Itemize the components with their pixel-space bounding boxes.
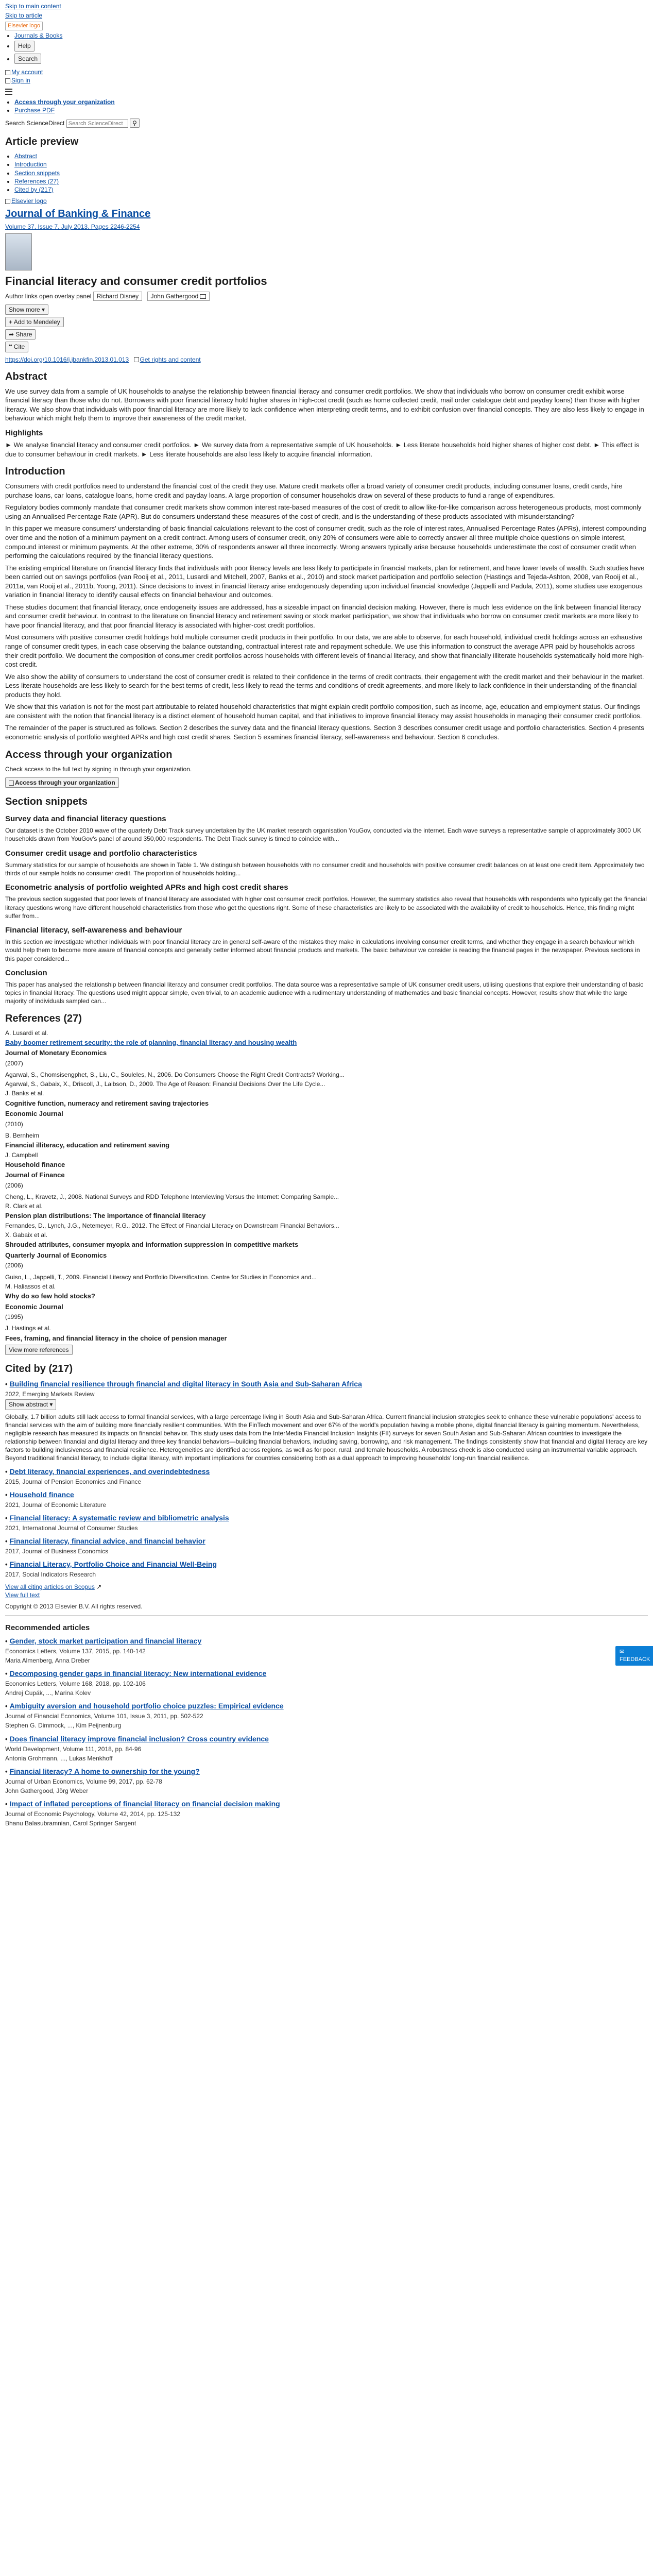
highlights-text: ► We analyse financial literacy and consumer credit portfolios. ► We survey data from a representative sample of UK households. ► Less literate households hold higher shares of higher cost debt. ► This effect is due to consumer behaviour in credit markets. ► Less literate households are also less likely to acquire financial information. bbox=[5, 441, 640, 458]
cited-item: • Financial literacy, financial advice, and financial behavior 2017, Journal of Business Economics bbox=[5, 1536, 205, 1555]
abstract-text: We use survey data from a sample of UK households to analyse the relationship between financial literacy and consumer credit portfolios. We show that individuals who borrow on consumer credit exhibit worse financial literacy than those who do not. Borrowers with poor financial literacy hold higher shares in high-cost credit (such as home collected credit, mail order catalogue debt and payday loans) than those with higher literacy. We also show that individuals with poor financial literacy are more likely to lack confidence when interpreting credit terms, and to exhibit confusion over financial concepts. They are also less likely to engage in behaviour which might help them to improve their awareness of the credit market. bbox=[5, 387, 644, 422]
help-button[interactable]: Help bbox=[14, 41, 35, 51]
cited-title-link[interactable]: Debt literacy, financial experiences, and overindebtedness bbox=[9, 1467, 210, 1476]
cited-title-link[interactable]: Financial literacy, financial advice, and financial behavior bbox=[9, 1536, 205, 1545]
recommended-title-link[interactable]: Does financial literacy improve financial inclusion? Cross country evidence bbox=[9, 1734, 269, 1743]
email-icon bbox=[200, 294, 206, 299]
access-organization-link[interactable]: Access through your organization bbox=[14, 98, 115, 106]
recommended-item: • Ambiguity aversion and household portfolio choice puzzles: Empirical evidence Journal of Financial Economics, Volume 101, Issue 3, 2011, pp. 502-522 Stephen G. Dimmock, ..., Kim Peijnenburg bbox=[5, 1702, 284, 1730]
feedback-icon: ✉ bbox=[620, 1649, 625, 1655]
snippet-text: This paper has analysed the relationship between financial literacy and consumer credit portfolios. The data source was a representative sample of UK consumer credit users, utilising questions that explore their understanding of basic topics in financial literacy. The questions used might appear simple, even trivial, to an academic audience with a rudimentary understanding of mathematics and basic financial concepts. However, results show that while the large majority of individuals sampled can... bbox=[5, 981, 644, 1005]
reference-item: X. Gabaix et al. Shrouded attributes, consumer myopia and information suppression in competitive markets Quarterly Journal of Economics (2006) bbox=[5, 1231, 648, 1269]
reference-title: Financial illiteracy, education and retirement saving bbox=[5, 1141, 170, 1149]
reference-item: R. Clark et al. Pension plan distributions: The importance of financial literacy bbox=[5, 1202, 648, 1221]
snippet-text: Our dataset is the October 2010 wave of the quarterly Debt Track survey undertaken by the UK market research organisation YouGov, conducted via the internet. Each wave surveys a representative sample of approximately 3000 UK households drawn from YouGov's panel of around 350,000 respondents. The Debt Track survey is timed to coincide with... bbox=[5, 827, 642, 843]
intro-paragraph: We show that this variation is not for the most part attributable to related household characteristics that might explain credit portfolio composition, such as income, age, education and employment status. Our findings are consistent with the notion that financial literacy is a distinct element of household human capital, and that initiatives to improve financial literacy may assist households in managing their consumer credit portfolios. bbox=[5, 703, 642, 720]
intro-paragraph: Most consumers with positive consumer credit holdings hold multiple consumer credit products in their portfolio. In our data, we are able to observe, for each household, individual credit holdings across an exhaustive range of consumer credit types, in each case observing the balance outstanding, contractual interest rate and repayment schedule. We use this information to construct the average APR paid by households across their credit portfolio. We document the composition of consumer credit portfolios across households with different levels of financial literacy, and show that financially illiterate households systematically hold more high-cost credit. bbox=[5, 633, 644, 669]
search-button[interactable]: Search bbox=[14, 54, 41, 64]
skip-to-article-link[interactable]: Skip to article bbox=[5, 12, 43, 20]
purchase-pdf-link[interactable]: Purchase PDF bbox=[14, 106, 55, 114]
access-box-text: Check access to the full text by signing in through your organization. bbox=[5, 765, 192, 773]
reference-title: Household finance bbox=[5, 1160, 65, 1168]
journal-cover-image[interactable] bbox=[5, 233, 32, 270]
account-links bbox=[5, 68, 648, 84]
recommended-title-link[interactable]: Impact of inflated perceptions of financial literacy on financial decision making bbox=[9, 1800, 280, 1808]
toc-introduction-link[interactable]: Introduction bbox=[14, 161, 47, 168]
cited-title-link[interactable]: Building financial resilience through financial and digital literacy in South Asia and Sub-Saharan Africa bbox=[9, 1380, 362, 1388]
toc-snippets-link[interactable]: Section snippets bbox=[14, 169, 60, 177]
references-heading: References (27) bbox=[5, 1012, 82, 1024]
snippet-title: Consumer credit usage and portfolio characteristics bbox=[5, 849, 197, 858]
reference-item: Guiso, L., Jappelli, T., 2009. Financial Literacy and Portfolio Diversification. Centre for Studies in Economics and... bbox=[5, 1273, 317, 1281]
recommended-title-link[interactable]: Financial literacy? A home to ownership for the young? bbox=[9, 1767, 200, 1775]
journal-title-link[interactable]: Journal of Banking & Finance bbox=[5, 208, 151, 220]
recommended-item: • Decomposing gender gaps in financial literacy: New international evidence Economics Letters, Volume 168, 2018, pp. 102-106 Andrej Cupák, ..., Marina Kolev bbox=[5, 1669, 267, 1697]
cited-item: • Financial Literacy, Portfolio Choice and Financial Well-Being 2017, Social Indicators Research bbox=[5, 1560, 217, 1578]
snippet-text: In this section we investigate whether individuals with poor financial literacy are in general self-aware of the mistakes they make in calculations involving consumer credit terms, and whether they engage in a search behaviour which would help them to become more aware of financial concepts and generally better informed about financial products and markets. The basic behaviour we consider is reading the financial pages in the newspaper. Previous sections in this paper considered... bbox=[5, 938, 640, 962]
search-submit-icon[interactable]: ⚲ bbox=[130, 118, 140, 128]
institution-icon bbox=[9, 781, 14, 786]
recommended-item: • Financial literacy? A home to ownership for the young? Journal of Urban Economics, Volume 99, 2017, pp. 62-78 John Gathergood, Jörg Weber bbox=[5, 1767, 200, 1794]
show-abstract-button[interactable]: Show abstract ▾ bbox=[5, 1399, 56, 1410]
access-links bbox=[5, 98, 648, 114]
search-row bbox=[5, 117, 648, 129]
author-row bbox=[5, 292, 648, 300]
cited-abstract-text: Globally, 1.7 billion adults still lack access to formal financial services, with a large percentage living in South Asia and Sub-Saharan Africa. Current financial inclusion strategies seek to enhance these vulnerable populations' access to financial services with the aim of building more financially resilient communities. With the FinTech movement and over 67% of the world's population having a mobile phone, digital financial literacy is gaining momentum. Nevertheless, negligible research has measured its impacts on financial behavior. This study uses data from the InterMedia Financial Inclusion Insights (FII) surveys for seven South Asian and Sub-Saharan African countries to investigate the relationship between financial and digital literacy and three key financial behaviors—building financial behaviors, including saving, borrowing, and risk management. The findings consistently show that financial and digital literacy are key factors to building inclusiveness and financial resilience. Heterogeneities are identified across regions, as well as for poor, rural, and female households. A robustness check is also conducted using an instrumental variable approach. Beyond traditional financial literacy, to include digital literacy, with important implications for countries considering both as a dual approach to improving households' long-run financial resilience. bbox=[5, 1413, 648, 1462]
reference-title: Fees, framing, and financial literacy in the choice of pension manager bbox=[5, 1334, 227, 1342]
author-button-1[interactable]: Richard Disney bbox=[93, 292, 142, 301]
cited-title-link[interactable]: Financial literacy: A systematic review and bibliometric analysis bbox=[9, 1513, 229, 1522]
rights-link[interactable]: Get rights and content bbox=[140, 355, 201, 363]
references-list bbox=[5, 1029, 648, 1343]
hamburger-menu-icon[interactable] bbox=[5, 87, 648, 96]
reference-item: Fernandes, D., Lynch, J.G., Netemeyer, R.G., 2012. The Effect of Financial Literacy on Downstream Financial Behaviors... bbox=[5, 1222, 339, 1229]
reference-item: Cheng, L., Kravetz, J., 2008. National Surveys and RDD Telephone Interviewing Versus the Internet: Comparing Sample... bbox=[5, 1193, 339, 1201]
elsevier-home-link[interactable]: Elsevier logo bbox=[11, 197, 47, 205]
recommended-title-link[interactable]: Decomposing gender gaps in financial literacy: New international evidence bbox=[9, 1669, 267, 1678]
cited-title-link[interactable]: Financial Literacy, Portfolio Choice and Financial Well-Being bbox=[9, 1560, 217, 1568]
reference-item: J. Banks et al. Cognitive function, numeracy and retirement saving trajectories Economic Journal (2010) bbox=[5, 1089, 648, 1128]
toc-cited-by-link[interactable]: Cited by (217) bbox=[14, 186, 54, 194]
reference-item: Agarwal, S., Chomsisengphet, S., Liu, C., Souleles, N., 2006. Do Consumers Choose the Right Credit Contracts? Working... bbox=[5, 1071, 345, 1079]
rights-icon bbox=[134, 357, 139, 362]
reference-item: J. Campbell Household finance Journal of Finance (2006) bbox=[5, 1151, 648, 1190]
snippet-title: Econometric analysis of portfolio weighted APRs and high cost credit shares bbox=[5, 883, 288, 892]
cited-item: • Debt literacy, financial experiences, and overindebtedness 2015, Journal of Pension Economics and Finance bbox=[5, 1467, 210, 1485]
cited-by-list bbox=[5, 1379, 648, 1579]
reference-item: J. Hastings et al. Fees, framing, and financial literacy in the choice of pension manager bbox=[5, 1324, 648, 1343]
intro-paragraph: The existing empirical literature on financial literacy finds that individuals with poor literacy levels are less likely to participate in financial markets, plan for retirement, and have lower levels of wealth. Such studies have been carried out on savings portfolios (van Rooij et al., 2011, Lusardi and Mitchell, 2007, Banks et al., 2010) and stock market participation and portfolio selection (Hastings and Tejeda-Ashton, 2008, van Rooij et al., 2011a, van Rooij et al., 2011b, Yoong, 2011). Since decisions to invest in financial literacy arise endogenously depending upon individual financial knowledge (Jappelli and Padula, 2011), some studies use exogenous variation in financial literacy to identify causal effects on financial behaviour and outcomes. bbox=[5, 564, 645, 599]
cited-item: • Building financial resilience through financial and digital literacy in South Asia and Sub-Saharan Africa 2022, Emerging Markets Review Show abstract ▾ Globally, 1.7 billion adults still lack access to formal financial services, with a large percentage living in South Asia and Sub-Saharan Africa. Current financial inclusion strategies seek to enhance these vulnerable populations' access to financial services with the aim of building more financially resilient communities. With the FinTech movement and over 67% of the world's population having a mobile phone, digital financial literacy is gaining momentum. Nevertheless, negligible research has measured its impacts on financial behavior. This study uses data from the InterMedia Financial Inclusion Insights (FII) surveys for seven South Asian and Sub-Saharan African countries to investigate the relationship between financial and digital literacy and three key financial behaviors—building financial behaviors, including saving, borrowing, and risk management. The findings consistently show that financial and digital literacy are key factors to building inclusiveness and financial resilience. Heterogeneities are identified across regions, as well as for poor, rural, and female households. A robustness check is also conducted using an instrumental variable approach. Beyond traditional financial literacy, to include digital literacy, with important implications for countries considering both as a dual approach to improving households' long-run financial resilience. bbox=[5, 1380, 648, 1462]
recommended-section bbox=[5, 1615, 648, 1828]
journal-volume-link[interactable]: Volume 37, Issue 7, July 2013, Pages 2246-2254 bbox=[5, 223, 140, 231]
intro-paragraph: Regulatory bodies commonly mandate that consumer credit markets show common interest rate-based measures of the cost of credit to allow like-for-like comparison across heterogeneous products, most commonly using an Annualised Percentage Rate (APR). But do consumers understand these measures of the cost of credit, and is the understanding of these products associated with misunderstanding? bbox=[5, 503, 642, 520]
elsevier-small-logo[interactable] bbox=[5, 197, 648, 205]
reference-title: Shrouded attributes, consumer myopia and information suppression in competitive markets bbox=[5, 1241, 299, 1249]
recommended-title-link[interactable]: Gender, stock market participation and financial literacy bbox=[9, 1636, 202, 1645]
feedback-button[interactable]: ✉ FEEDBACK bbox=[615, 1646, 653, 1666]
recommended-item: • Gender, stock market participation and financial literacy Economics Letters, Volume 137, 2015, pp. 140-142 Maria Almenberg, Anna Dreber bbox=[5, 1636, 202, 1664]
reference-title: Cognitive function, numeracy and retirement saving trajectories bbox=[5, 1099, 209, 1107]
external-link-icon: ↗ bbox=[96, 1583, 102, 1591]
reference-title: Why do so few hold stocks? bbox=[5, 1292, 95, 1300]
snippet-title: Financial literacy, self-awareness and behaviour bbox=[5, 925, 182, 935]
share-button[interactable]: ➦ Share bbox=[5, 329, 36, 340]
cited-by-heading: Cited by (217) bbox=[5, 1363, 73, 1375]
cited-item: • Financial literacy: A systematic review and bibliometric analysis 2021, International Journal of Consumer Studies bbox=[5, 1513, 229, 1532]
article-preview-list bbox=[5, 152, 648, 194]
snippet-title: Conclusion bbox=[5, 968, 47, 977]
toc-references-link[interactable]: References (27) bbox=[14, 177, 59, 185]
view-all-citing-link[interactable]: View all citing articles on Scopus bbox=[5, 1583, 95, 1591]
sign-in-link[interactable]: Sign in bbox=[11, 76, 30, 84]
intro-paragraph: The remainder of the paper is structured as follows. Section 2 describes the survey data and the financial literacy questions. Section 3 describes consumer credit usage and portfolio characteristics. Section 4 presents econometric analysis of portfolio weighted APRs and high cost credit shares. Section 5 examines financial literacy, self-awareness and behaviour. Section 6 concludes. bbox=[5, 724, 644, 741]
elsevier-logo[interactable]: Elsevier logo bbox=[5, 21, 648, 30]
access-box-button[interactable]: Access through your organization bbox=[5, 777, 119, 788]
author-prefix: Author links open overlay panel bbox=[5, 292, 92, 300]
abstract-heading: Abstract bbox=[5, 370, 47, 382]
my-account-link[interactable]: My account bbox=[11, 68, 43, 76]
journals-books-link[interactable]: Journals & Books bbox=[14, 32, 63, 40]
search-label: Search ScienceDirect bbox=[5, 120, 65, 127]
snippets-heading: Section snippets bbox=[5, 795, 88, 807]
search-input[interactable] bbox=[66, 120, 128, 128]
reference-item: B. Bernheim Financial illiteracy, education and retirement saving bbox=[5, 1131, 648, 1150]
toc-abstract-link[interactable]: Abstract bbox=[14, 152, 38, 160]
recommended-title-link[interactable]: Ambiguity aversion and household portfolio choice puzzles: Empirical evidence bbox=[9, 1702, 284, 1710]
author-button-2[interactable]: John Gathergood bbox=[147, 292, 210, 301]
reference-title-link[interactable]: Baby boomer retirement security: the role of planning, financial literacy and housing wealth bbox=[5, 1038, 297, 1046]
doi-link[interactable]: https://doi.org/10.1016/j.jbankfin.2013.01.013 bbox=[5, 355, 129, 363]
intro-paragraph: In this paper we measure consumers' understanding of basic financial calculations relevant to the cost of consumer credit, such as the role of interest rates, Annualised Percentage Rates (APRs), interest compounding over time and the notion of a minimum payment on a credit contract. Among users of consumer credit, only 20% of consumers were able to correctly answer all three multiple choice questions on simple interest, compound interest or minimum payments. At the other extreme, 30% of respondents answer all three incorrectly. Wrong answers typically arise because households underestimate the cost of consumer credit when performing the calculations required by the financial literacy questions. bbox=[5, 524, 646, 560]
recommended-heading: Recommended articles bbox=[5, 1623, 90, 1632]
recommended-list bbox=[5, 1636, 648, 1828]
snippet-text: Summary statistics for our sample of households are shown in Table 1. We distinguish between households with no consumer credit and households with positive consumer credit balances on at least one credit item. Approximately two thirds of our sample holds no consumer credit. The proportion of households holding... bbox=[5, 861, 645, 877]
cite-button[interactable]: ❝ Cite bbox=[5, 342, 28, 352]
introduction-heading: Introduction bbox=[5, 466, 65, 478]
view-more-references-button[interactable]: View more references bbox=[5, 1345, 73, 1355]
recommended-item: • Does financial literacy improve financial inclusion? Cross country evidence World Development, Volume 111, 2018, pp. 84-96 Antonia Grohmann, ..., Lukas Menkhoff bbox=[5, 1734, 269, 1762]
sign-in-icon bbox=[5, 78, 10, 83]
recommended-item: • Impact of inflated perceptions of financial literacy on financial decision making Journal of Economic Psychology, Volume 42, 2014, pp. 125-132 Bhanu Balasubramnian, Carol Springer Sargent bbox=[5, 1800, 280, 1827]
reference-item: A. Lusardi et al. Baby boomer retirement security: the role of planning, financial literacy and housing wealth Journal of Monetary Economics (2007) bbox=[5, 1029, 648, 1067]
view-full-text-link[interactable]: View full text bbox=[5, 1591, 40, 1599]
access-box-heading: Access through your organization bbox=[5, 749, 173, 760]
snippet-text: The previous section suggested that poor levels of financial literacy are associated with higher cost consumer credit portfolios. However, the summary statistics also reveal that households with respondents who typically get the financial literacy questions wrong have different household characteristics from those who get the questions right. Some of these characteristics are likely to be associated with the availability of credit to households. Hence, this finding might suffer from... bbox=[5, 895, 647, 920]
article-preview-heading: Article preview bbox=[5, 136, 79, 148]
add-mendeley-button[interactable]: + Add to Mendeley bbox=[5, 317, 64, 327]
intro-paragraph: These studies document that financial literacy, once endogeneity issues are addressed, has a sizeable impact on financial decision making. However, there is much less evidence on the link between financial literacy and consumer credit behaviour. In contrast to the literature on financial literacy and retirement saving or stock market participation, we show that individuals who borrow on consumer credit markets are more likely to have poor financial literacy, and that poor financial literacy is associated with higher-cost credit portfolios. bbox=[5, 603, 641, 629]
skip-to-main-link[interactable]: Skip to main content bbox=[5, 3, 61, 10]
article-title: Financial literacy and consumer credit portfolios bbox=[5, 274, 267, 287]
reference-title: Pension plan distributions: The importance of financial literacy bbox=[5, 1212, 206, 1220]
reference-item: Agarwal, S., Gabaix, X., Driscoll, J., Laibson, D., 2009. The Age of Reason: Financial Decisions Over the Life Cycle... bbox=[5, 1080, 325, 1088]
highlights-heading: Highlights bbox=[5, 428, 43, 437]
copyright-text: Copyright © 2013 Elsevier B.V. All rights reserved. bbox=[5, 1603, 143, 1611]
cited-title-link[interactable]: Household finance bbox=[9, 1490, 74, 1499]
reference-item: M. Haliassos et al. Why do so few hold stocks? Economic Journal (1995) bbox=[5, 1282, 648, 1321]
snippet-title: Survey data and financial literacy questions bbox=[5, 814, 166, 823]
intro-paragraph: Consumers with credit portfolios need to understand the financial cost of the credit they use. Mature credit markets offer a broad variety of consumer credit products, including consumer loans, credit cards, hire purchase loans, car loans, catalogue loans, home credit and payday loans. A large proportion of consumer households draw on several of these products to fund a range of expenditures. bbox=[5, 482, 623, 499]
cited-item: • Household finance 2021, Journal of Economic Literature bbox=[5, 1490, 107, 1509]
account-icon bbox=[5, 70, 10, 75]
show-more-button[interactable]: Show more ▾ bbox=[5, 304, 48, 315]
intro-paragraph: We also show the ability of consumers to understand the cost of consumer credit is related to their confidence in the terms of credit contracts, their engagement with the credit market and their behaviour in the market. Less literate households are less likely to search for the best terms of credit, less likely to read the terms and conditions of credit agreements, and more likely to lack confidence in their understanding of the financial products they hold. bbox=[5, 672, 644, 699]
top-nav bbox=[5, 31, 648, 65]
